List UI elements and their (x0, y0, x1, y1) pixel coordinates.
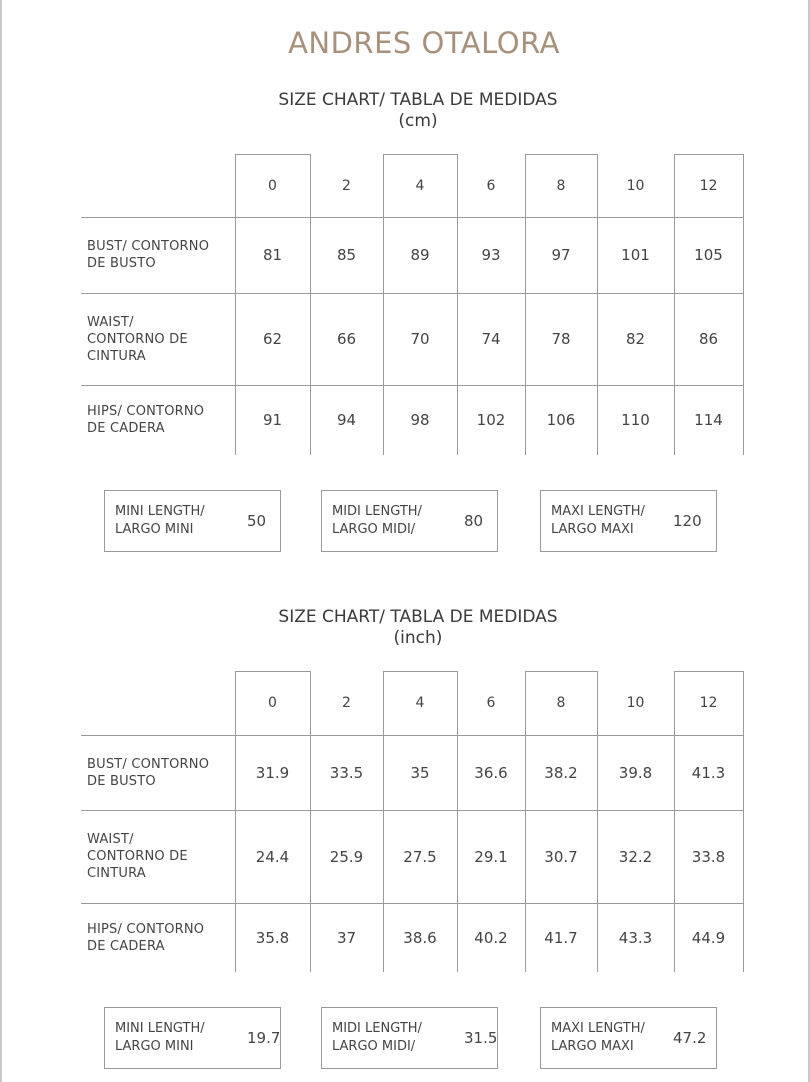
length-label (115, 1020, 235, 1056)
length-label (332, 503, 452, 539)
waist-value-10: 82 (625, 330, 646, 348)
size-header-0: 0 (268, 177, 277, 194)
row-label-line: DE BUSTO (87, 773, 156, 789)
waist-value-6: 29.1 (474, 847, 508, 866)
chart-unit: (inch) (393, 628, 443, 648)
bust-value-0: 31.9 (255, 763, 290, 782)
length-box-maxi (540, 1007, 717, 1069)
row-label-line: HIPS/ CONTORNO (87, 404, 205, 419)
chart-title-text: SIZE CHART/ TABLA DE MEDIDAS (278, 607, 558, 627)
length-label-line: LARGO MIDI/ (332, 1039, 416, 1054)
length-label-line: LARGO MINI (115, 522, 194, 537)
length-box-mini (104, 490, 281, 552)
size-header-12: 12 (699, 695, 718, 711)
row-label-bust (87, 735, 232, 810)
bust-value-10: 39.8 (618, 763, 653, 782)
length-label (332, 1020, 452, 1056)
waist-value-0: 24.4 (255, 847, 290, 866)
length-label-line: MIDI LENGTH/ (332, 504, 422, 519)
size-header-4: 4 (415, 177, 425, 194)
bust-value-0: 81 (262, 246, 283, 264)
bust-value-6: 36.6 (474, 763, 508, 782)
row-label-hips (87, 385, 232, 455)
page-border-left (0, 0, 2, 1082)
length-label-line: MINI LENGTH/ (115, 504, 205, 519)
waist-value-2: 25.9 (329, 847, 364, 866)
length-label-line: LARGO MAXI (551, 522, 634, 537)
bust-value-8: 38.2 (544, 763, 578, 782)
waist-value-4: 70 (410, 330, 430, 348)
bust-value-2: 33.5 (329, 763, 364, 782)
row-label-hips (87, 903, 232, 972)
row-label-line: WAIST/ (87, 314, 134, 330)
row-label-line: DE CADERA (87, 938, 165, 954)
length-label-line: MIDI LENGTH/ (332, 1021, 422, 1036)
length-value: 19.7 (247, 1029, 281, 1047)
row-label-line: CONTORNO DE (87, 849, 188, 864)
row-label-line: DE CADERA (87, 421, 165, 436)
row-label-waist (87, 810, 232, 903)
hips-value-8: 41.7 (544, 928, 578, 947)
row-label-waist (87, 293, 232, 385)
row-label-line: WAIST/ (87, 832, 134, 847)
row-label-line: CINTURA (87, 348, 146, 364)
size-header-2: 2 (342, 177, 351, 194)
bust-value-12: 41.3 (691, 763, 726, 782)
size-header-0: 0 (268, 695, 277, 711)
bust-value-4: 35 (410, 763, 430, 782)
chart-title (0, 607, 810, 649)
hips-value-6: 40.2 (474, 928, 508, 947)
hips-value-0: 35.8 (255, 928, 290, 947)
size-header-8: 8 (556, 695, 566, 711)
hips-value-4: 98 (410, 411, 430, 429)
bust-value-12: 105 (694, 246, 723, 264)
waist-value-10: 32.2 (618, 847, 653, 866)
waist-value-2: 66 (336, 330, 357, 348)
length-label-line: MINI LENGTH/ (115, 1021, 205, 1036)
bust-value-10: 101 (621, 246, 650, 264)
row-label-line: BUST/ CONTORNO (87, 239, 210, 254)
hips-value-2: 94 (336, 411, 357, 429)
length-label (551, 503, 671, 539)
row-label-text (87, 238, 209, 272)
hips-value-2: 37 (336, 928, 357, 947)
hips-value-6: 102 (476, 411, 506, 429)
column-rule (743, 154, 744, 455)
bust-value-2: 85 (336, 246, 357, 264)
size-header-10: 10 (626, 695, 645, 711)
waist-value-8: 78 (551, 330, 571, 348)
waist-value-6: 74 (481, 330, 501, 348)
waist-value-4: 27.5 (403, 847, 437, 866)
length-label (551, 1020, 671, 1056)
length-value: 50 (247, 512, 267, 530)
hips-value-12: 44.9 (691, 928, 726, 947)
length-label-line: MAXI LENGTH/ (551, 1021, 645, 1036)
length-value: 31.5 (464, 1029, 498, 1047)
length-label-line: MAXI LENGTH/ (551, 504, 645, 519)
waist-value-12: 33.8 (691, 847, 726, 866)
size-header-12: 12 (699, 177, 718, 194)
waist-value-8: 30.7 (544, 847, 578, 866)
waist-value-12: 86 (698, 330, 719, 348)
bust-value-6: 93 (481, 246, 501, 264)
size-header-6: 6 (486, 695, 496, 711)
hips-value-4: 38.6 (403, 928, 437, 947)
row-label-line: HIPS/ CONTORNO (87, 921, 205, 937)
brand-title: ANDRES OTALORA (288, 26, 560, 60)
size-header-4: 4 (415, 695, 425, 711)
bust-value-8: 97 (551, 246, 571, 264)
hips-value-8: 106 (546, 411, 576, 429)
length-label-line: LARGO MAXI (551, 1039, 634, 1054)
size-header-2: 2 (342, 695, 351, 711)
hips-value-10: 43.3 (618, 928, 653, 947)
column-rule (743, 671, 744, 972)
row-label-text (87, 403, 204, 437)
chart-title-text: SIZE CHART/ TABLA DE MEDIDAS (278, 90, 558, 110)
row-label-text (87, 831, 188, 882)
row-label-text (87, 756, 209, 790)
waist-value-0: 62 (262, 330, 283, 348)
row-label-text (87, 314, 188, 365)
length-box-maxi (540, 490, 717, 552)
hips-value-12: 114 (694, 411, 723, 429)
length-box-midi (321, 490, 498, 552)
size-header-10: 10 (626, 177, 645, 194)
length-label (115, 503, 235, 539)
length-label-line: LARGO MIDI/ (332, 522, 416, 537)
row-label-line: CINTURA (87, 866, 146, 881)
hips-value-10: 110 (621, 411, 650, 429)
size-header-6: 6 (486, 177, 496, 194)
row-label-line: DE BUSTO (87, 256, 156, 271)
row-label-line: CONTORNO DE (87, 331, 188, 347)
length-label-line: LARGO MINI (115, 1039, 194, 1054)
length-box-midi (321, 1007, 498, 1069)
hips-value-0: 91 (262, 411, 283, 429)
row-label-line: BUST/ CONTORNO (87, 756, 210, 772)
bust-value-4: 89 (410, 246, 430, 264)
length-box-mini (104, 1007, 281, 1069)
chart-title (0, 90, 810, 132)
row-label-text (87, 921, 204, 955)
length-value: 80 (464, 512, 484, 530)
size-header-8: 8 (556, 177, 566, 194)
length-value: 47.2 (673, 1029, 707, 1047)
length-value: 120 (673, 512, 702, 530)
chart-unit: (cm) (398, 111, 438, 131)
row-label-bust (87, 217, 232, 293)
